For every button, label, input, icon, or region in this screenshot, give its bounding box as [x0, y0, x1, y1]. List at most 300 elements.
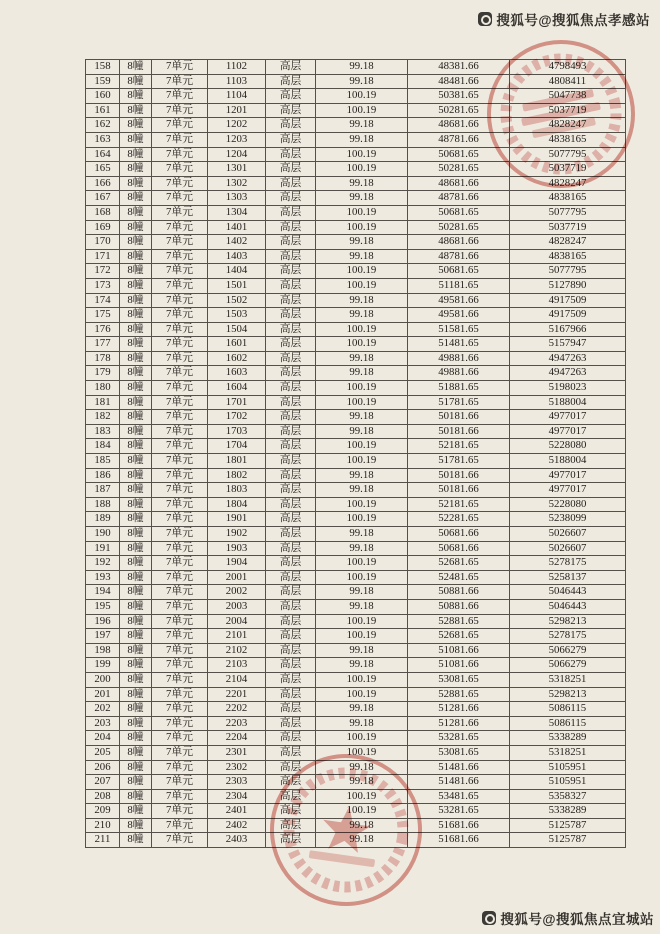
table-cell: 169	[86, 220, 120, 235]
table-cell: 99.18	[316, 60, 408, 75]
table-cell: 7单元	[152, 381, 208, 396]
table-cell: 2101	[208, 629, 266, 644]
table-cell: 170	[86, 235, 120, 250]
table-cell: 5125787	[510, 818, 626, 833]
table-cell: 高层	[266, 278, 316, 293]
table-cell: 100.19	[316, 264, 408, 279]
table-cell: 52881.65	[408, 687, 510, 702]
table-cell: 50681.66	[408, 527, 510, 542]
table-row	[86, 614, 626, 629]
table-cell: 99.18	[316, 118, 408, 133]
table-cell: 51481.66	[408, 760, 510, 775]
table-cell: 2201	[208, 687, 266, 702]
table-cell: 175	[86, 308, 120, 323]
table-cell: 高层	[266, 775, 316, 790]
table-cell: 4977017	[510, 410, 626, 425]
table-cell: 100.19	[316, 381, 408, 396]
table-cell: 207	[86, 775, 120, 790]
table-cell: 209	[86, 804, 120, 819]
table-cell: 7单元	[152, 818, 208, 833]
table-cell: 2202	[208, 702, 266, 717]
table-cell: 1504	[208, 322, 266, 337]
table-cell: 49581.66	[408, 293, 510, 308]
table-cell: 2204	[208, 731, 266, 746]
table-cell: 8幢	[120, 60, 152, 75]
table-cell: 51181.65	[408, 278, 510, 293]
table-cell: 4798493	[510, 60, 626, 75]
table-cell: 180	[86, 381, 120, 396]
table-cell: 高层	[266, 687, 316, 702]
table-cell: 99.18	[316, 541, 408, 556]
table-cell: 7单元	[152, 745, 208, 760]
table-cell: 48781.66	[408, 191, 510, 206]
table-cell: 5338289	[510, 804, 626, 819]
table-cell: 48681.66	[408, 235, 510, 250]
table-row	[86, 60, 626, 75]
table-cell: 5198023	[510, 381, 626, 396]
table-cell: 52481.65	[408, 570, 510, 585]
table-cell: 7单元	[152, 439, 208, 454]
table-cell: 8幢	[120, 570, 152, 585]
table-cell: 8幢	[120, 132, 152, 147]
table-cell: 8幢	[120, 89, 152, 104]
table-cell: 188	[86, 497, 120, 512]
table-cell: 8幢	[120, 483, 152, 498]
table-cell: 2002	[208, 585, 266, 600]
table-cell: 99.18	[316, 818, 408, 833]
table-cell: 8幢	[120, 205, 152, 220]
table-cell: 7单元	[152, 191, 208, 206]
table-cell: 高层	[266, 672, 316, 687]
table-row	[86, 731, 626, 746]
table-cell: 8幢	[120, 424, 152, 439]
table-cell: 100.19	[316, 687, 408, 702]
table-cell: 8幢	[120, 556, 152, 571]
table-cell: 1304	[208, 205, 266, 220]
table-cell: 5125787	[510, 833, 626, 848]
table-cell: 8幢	[120, 381, 152, 396]
table-cell: 172	[86, 264, 120, 279]
table-cell: 7单元	[152, 395, 208, 410]
table-row	[86, 381, 626, 396]
table-cell: 5258137	[510, 570, 626, 585]
table-cell: 8幢	[120, 702, 152, 717]
table-row	[86, 599, 626, 614]
table-cell: 5037719	[510, 103, 626, 118]
table-cell: 100.19	[316, 629, 408, 644]
table-cell: 50681.65	[408, 205, 510, 220]
table-row	[86, 322, 626, 337]
table-cell: 7单元	[152, 716, 208, 731]
table-cell: 8幢	[120, 833, 152, 848]
table-cell: 5298213	[510, 687, 626, 702]
table-cell: 4977017	[510, 468, 626, 483]
table-cell: 51581.65	[408, 322, 510, 337]
table-cell: 2001	[208, 570, 266, 585]
table-cell: 8幢	[120, 804, 152, 819]
table-cell: 7单元	[152, 293, 208, 308]
table-cell: 5047738	[510, 89, 626, 104]
table-cell: 5298213	[510, 614, 626, 629]
watermark-top-text: 搜狐号@搜狐焦点孝感站	[496, 13, 650, 28]
table-cell: 7单元	[152, 424, 208, 439]
table-cell: 高层	[266, 585, 316, 600]
table-cell: 7单元	[152, 512, 208, 527]
table-cell: 186	[86, 468, 120, 483]
table-cell: 高层	[266, 322, 316, 337]
table-cell: 100.19	[316, 395, 408, 410]
table-cell: 100.19	[316, 439, 408, 454]
table-cell: 1401	[208, 220, 266, 235]
table-cell: 高层	[266, 162, 316, 177]
table-cell: 1404	[208, 264, 266, 279]
table-cell: 高层	[266, 220, 316, 235]
table-cell: 4808411	[510, 74, 626, 89]
table-cell: 100.19	[316, 103, 408, 118]
table-cell: 高层	[266, 804, 316, 819]
table-cell: 7单元	[152, 322, 208, 337]
table-cell: 7单元	[152, 643, 208, 658]
table-cell: 1601	[208, 337, 266, 352]
table-cell: 7单元	[152, 541, 208, 556]
table-cell: 2401	[208, 804, 266, 819]
table-cell: 50681.65	[408, 147, 510, 162]
table-cell: 7单元	[152, 775, 208, 790]
table-cell: 1302	[208, 176, 266, 191]
table-cell: 高层	[266, 381, 316, 396]
table-cell: 8幢	[120, 614, 152, 629]
table-cell: 高层	[266, 833, 316, 848]
table-cell: 50181.66	[408, 424, 510, 439]
table-cell: 7单元	[152, 351, 208, 366]
table-row	[86, 293, 626, 308]
table-cell: 99.18	[316, 775, 408, 790]
table-cell: 4977017	[510, 483, 626, 498]
table-cell: 99.18	[316, 424, 408, 439]
table-cell: 5026607	[510, 541, 626, 556]
table-cell: 51081.66	[408, 658, 510, 673]
table-cell: 8幢	[120, 395, 152, 410]
table-row	[86, 556, 626, 571]
table-row	[86, 833, 626, 848]
table-cell: 7单元	[152, 103, 208, 118]
table-cell: 53081.65	[408, 745, 510, 760]
table-cell: 高层	[266, 89, 316, 104]
table-cell: 8幢	[120, 147, 152, 162]
table-cell: 高层	[266, 760, 316, 775]
table-cell: 1602	[208, 351, 266, 366]
table-row	[86, 278, 626, 293]
table-cell: 99.18	[316, 410, 408, 425]
table-cell: 高层	[266, 293, 316, 308]
table-cell: 99.18	[316, 527, 408, 542]
table-cell: 100.19	[316, 556, 408, 571]
table-cell: 高层	[266, 454, 316, 469]
table-cell: 1502	[208, 293, 266, 308]
table-cell: 8幢	[120, 264, 152, 279]
table-cell: 204	[86, 731, 120, 746]
table-row	[86, 702, 626, 717]
table-cell: 4917509	[510, 293, 626, 308]
table-cell: 5238099	[510, 512, 626, 527]
table-cell: 7单元	[152, 176, 208, 191]
table-cell: 194	[86, 585, 120, 600]
table-cell: 53081.65	[408, 672, 510, 687]
table-cell: 8幢	[120, 454, 152, 469]
table-row	[86, 366, 626, 381]
table-cell: 5167966	[510, 322, 626, 337]
table-cell: 2302	[208, 760, 266, 775]
table-cell: 5188004	[510, 454, 626, 469]
table-cell: 50681.66	[408, 541, 510, 556]
table-cell: 1803	[208, 483, 266, 498]
table-row	[86, 132, 626, 147]
table-cell: 48381.66	[408, 60, 510, 75]
table-row	[86, 264, 626, 279]
table-cell: 5037719	[510, 220, 626, 235]
table-cell: 202	[86, 702, 120, 717]
table-cell: 高层	[266, 658, 316, 673]
table-cell: 99.18	[316, 483, 408, 498]
table-cell: 100.19	[316, 745, 408, 760]
table-cell: 53281.65	[408, 804, 510, 819]
table-cell: 7单元	[152, 60, 208, 75]
table-cell: 181	[86, 395, 120, 410]
table-cell: 8幢	[120, 293, 152, 308]
table-cell: 2203	[208, 716, 266, 731]
table-cell: 高层	[266, 745, 316, 760]
table-cell: 208	[86, 789, 120, 804]
table-cell: 4977017	[510, 424, 626, 439]
table-cell: 4838165	[510, 249, 626, 264]
table-row	[86, 585, 626, 600]
table-cell: 100.19	[316, 454, 408, 469]
table-cell: 99.18	[316, 643, 408, 658]
table-row	[86, 497, 626, 512]
table-cell: 100.19	[316, 497, 408, 512]
table-cell: 高层	[266, 527, 316, 542]
table-cell: 8幢	[120, 672, 152, 687]
table-cell: 2102	[208, 643, 266, 658]
table-cell: 52181.65	[408, 497, 510, 512]
table-row	[86, 629, 626, 644]
table-cell: 2402	[208, 818, 266, 833]
table-row	[86, 687, 626, 702]
table-cell: 163	[86, 132, 120, 147]
table-cell: 158	[86, 60, 120, 75]
table-cell: 53481.65	[408, 789, 510, 804]
table-cell: 8幢	[120, 468, 152, 483]
table-cell: 7单元	[152, 658, 208, 673]
table-cell: 高层	[266, 191, 316, 206]
table-cell: 189	[86, 512, 120, 527]
table-cell: 8幢	[120, 760, 152, 775]
table-cell: 193	[86, 570, 120, 585]
table-cell: 7单元	[152, 672, 208, 687]
table-cell: 100.19	[316, 162, 408, 177]
table-cell: 1303	[208, 191, 266, 206]
table-cell: 7单元	[152, 220, 208, 235]
table-cell: 7单元	[152, 804, 208, 819]
table-cell: 50881.66	[408, 599, 510, 614]
table-cell: 8幢	[120, 527, 152, 542]
table-cell: 4828247	[510, 235, 626, 250]
table-cell: 8幢	[120, 789, 152, 804]
table-cell: 7单元	[152, 468, 208, 483]
table-cell: 1201	[208, 103, 266, 118]
table-row	[86, 527, 626, 542]
table-row	[86, 760, 626, 775]
table-cell: 199	[86, 658, 120, 673]
table-cell: 99.18	[316, 585, 408, 600]
table-cell: 1104	[208, 89, 266, 104]
table-cell: 1804	[208, 497, 266, 512]
table-cell: 50181.66	[408, 468, 510, 483]
table-cell: 161	[86, 103, 120, 118]
table-cell: 4947263	[510, 351, 626, 366]
table-cell: 7单元	[152, 205, 208, 220]
table-cell: 7单元	[152, 74, 208, 89]
table-cell: 1704	[208, 439, 266, 454]
table-cell: 8幢	[120, 643, 152, 658]
table-cell: 7单元	[152, 599, 208, 614]
table-cell: 7单元	[152, 760, 208, 775]
table-cell: 1503	[208, 308, 266, 323]
table-cell: 1501	[208, 278, 266, 293]
table-cell: 178	[86, 351, 120, 366]
table-cell: 高层	[266, 439, 316, 454]
table-cell: 1102	[208, 60, 266, 75]
table-row	[86, 658, 626, 673]
table-cell: 5338289	[510, 731, 626, 746]
table-cell: 8幢	[120, 410, 152, 425]
table-cell: 4838165	[510, 191, 626, 206]
table-cell: 高层	[266, 541, 316, 556]
table-cell: 171	[86, 249, 120, 264]
table-cell: 100.19	[316, 205, 408, 220]
table-cell: 8幢	[120, 235, 152, 250]
table-row	[86, 147, 626, 162]
table-row	[86, 643, 626, 658]
table-cell: 99.18	[316, 351, 408, 366]
table-cell: 52281.65	[408, 512, 510, 527]
table-cell: 8幢	[120, 220, 152, 235]
table-cell: 48681.66	[408, 176, 510, 191]
table-row	[86, 118, 626, 133]
table-cell: 1904	[208, 556, 266, 571]
table-row	[86, 424, 626, 439]
table-cell: 高层	[266, 366, 316, 381]
table-cell: 1802	[208, 468, 266, 483]
table-cell: 192	[86, 556, 120, 571]
table-cell: 8幢	[120, 599, 152, 614]
table-cell: 100.19	[316, 614, 408, 629]
table-cell: 高层	[266, 118, 316, 133]
table-cell: 187	[86, 483, 120, 498]
table-row	[86, 716, 626, 731]
table-cell: 7单元	[152, 556, 208, 571]
table-cell: 7单元	[152, 89, 208, 104]
table-cell: 5066279	[510, 643, 626, 658]
table-row	[86, 439, 626, 454]
table-cell: 高层	[266, 395, 316, 410]
table-cell: 高层	[266, 264, 316, 279]
table-cell: 高层	[266, 570, 316, 585]
table-row	[86, 775, 626, 790]
table-cell: 8幢	[120, 322, 152, 337]
table-cell: 8幢	[120, 249, 152, 264]
table-row	[86, 512, 626, 527]
table-cell: 2304	[208, 789, 266, 804]
table-cell: 8幢	[120, 176, 152, 191]
table-cell: 184	[86, 439, 120, 454]
table-cell: 高层	[266, 205, 316, 220]
table-cell: 100.19	[316, 804, 408, 819]
table-cell: 7单元	[152, 483, 208, 498]
watermark-bottom	[482, 908, 654, 928]
table-cell: 高层	[266, 337, 316, 352]
table-cell: 50381.65	[408, 89, 510, 104]
table-cell: 8幢	[120, 103, 152, 118]
table-cell: 8幢	[120, 818, 152, 833]
table-cell: 100.19	[316, 89, 408, 104]
table-cell: 99.18	[316, 833, 408, 848]
table-cell: 179	[86, 366, 120, 381]
table-cell: 210	[86, 818, 120, 833]
table-cell: 5086115	[510, 716, 626, 731]
table-cell: 7单元	[152, 497, 208, 512]
table-row	[86, 351, 626, 366]
table-cell: 高层	[266, 176, 316, 191]
table-cell: 5037719	[510, 162, 626, 177]
table-cell: 49881.66	[408, 366, 510, 381]
table-cell: 5105951	[510, 760, 626, 775]
table-body	[86, 60, 626, 848]
table-cell: 1204	[208, 147, 266, 162]
table-cell: 8幢	[120, 512, 152, 527]
table-cell: 162	[86, 118, 120, 133]
table-cell: 164	[86, 147, 120, 162]
table-cell: 5228080	[510, 497, 626, 512]
table-cell: 197	[86, 629, 120, 644]
table-cell: 48481.66	[408, 74, 510, 89]
table-cell: 5086115	[510, 702, 626, 717]
price-table	[85, 59, 626, 848]
table-row	[86, 191, 626, 206]
table-cell: 5046443	[510, 599, 626, 614]
table-cell: 高层	[266, 308, 316, 323]
table-cell: 高层	[266, 643, 316, 658]
table-cell: 50281.65	[408, 103, 510, 118]
table-cell: 52881.65	[408, 614, 510, 629]
table-row	[86, 745, 626, 760]
table-cell: 高层	[266, 629, 316, 644]
table-cell: 2301	[208, 745, 266, 760]
sohu-logo-icon	[478, 12, 492, 26]
table-cell: 1902	[208, 527, 266, 542]
table-cell: 8幢	[120, 337, 152, 352]
table-cell: 高层	[266, 716, 316, 731]
table-cell: 2104	[208, 672, 266, 687]
table-cell: 99.18	[316, 235, 408, 250]
table-cell: 196	[86, 614, 120, 629]
table-cell: 高层	[266, 235, 316, 250]
table-cell: 51681.66	[408, 833, 510, 848]
table-cell: 5127890	[510, 278, 626, 293]
table-cell: 8幢	[120, 731, 152, 746]
table-cell: 2103	[208, 658, 266, 673]
table-cell: 206	[86, 760, 120, 775]
